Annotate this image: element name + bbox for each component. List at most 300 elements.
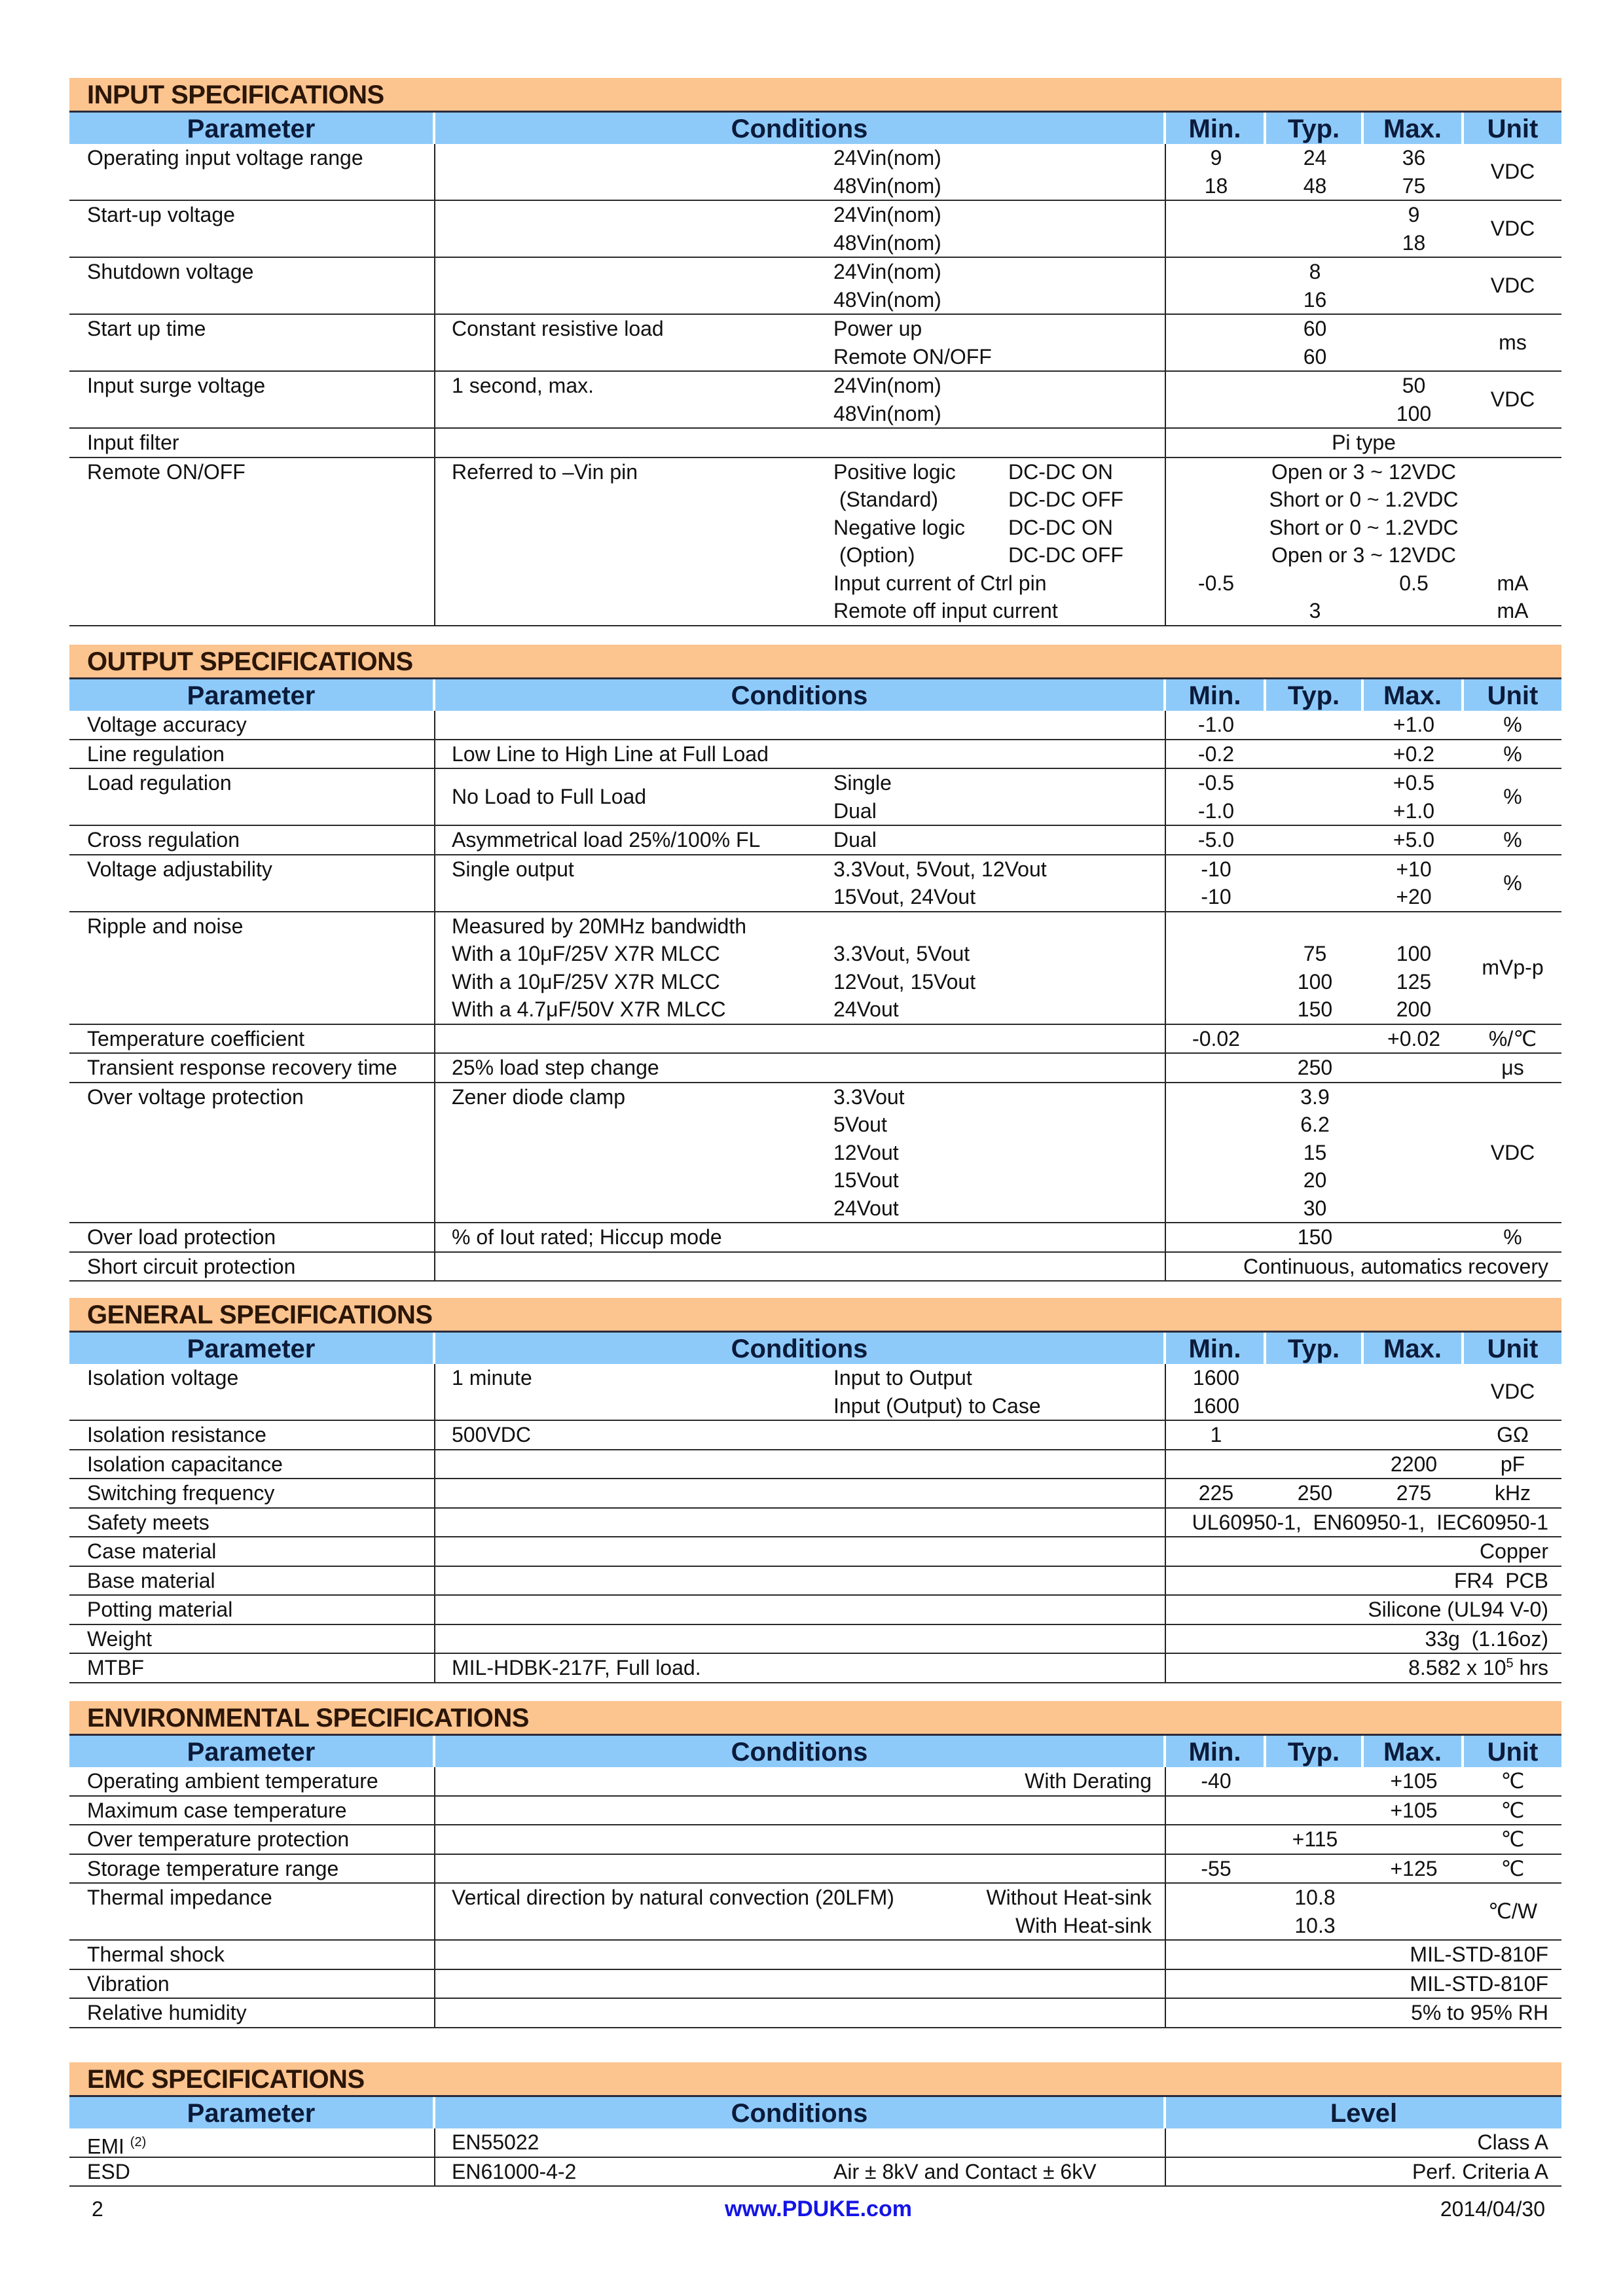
typ-value: 10.8 [1294,1886,1336,1909]
min-value [1166,372,1266,400]
unit-value: pF [1500,1452,1525,1476]
condition-line: Single output [452,857,574,881]
unit-value: mA [1497,599,1529,622]
condition-primary [452,1364,532,1392]
parameter-cell [69,1537,435,1566]
table-row [69,1625,1561,1655]
values-cell [1166,1970,1561,1998]
max-value: 2200 [1390,1452,1438,1476]
parameter-name: Operating ambient temperature [87,1769,378,1793]
typ-value [1266,400,1364,428]
typ-value: 150 [1297,997,1333,1021]
page-footer [92,2193,1545,2225]
value-text: Open or 3 ~ 12VDC [1271,543,1456,567]
table-row [69,2128,1561,2158]
parameter-name: Start-up voltage [87,203,235,226]
table-row [69,315,1561,372]
conditions-cell [435,1509,1166,1537]
spec-section [69,1701,1561,2028]
conditions-cell [435,1941,1166,1969]
conditions-cell [435,258,1166,314]
condition-mode: (Option) [833,543,915,567]
condition-state: DC-DC OFF [1008,488,1123,511]
conditions-cell [435,855,1166,911]
typ-value: 48 [1303,173,1327,198]
min-value: -40 [1201,1769,1231,1793]
spanning-value [1166,1596,1561,1624]
condition-secondary [986,1884,1152,1939]
parameter-cell [69,1223,435,1251]
condition-line: 24Vin(nom) [833,374,941,397]
condition-secondary [833,201,941,257]
condition-mode: Negative logic [833,515,965,539]
conditions-cell [435,1999,1166,2027]
value-suffix: hrs [1513,1656,1548,1679]
spanning-value [1166,2128,1561,2157]
typ-value: 60 [1303,317,1327,340]
spanning-value [1166,486,1561,514]
min-value: 1600 [1192,1393,1240,1418]
parameter-cell [69,1825,435,1854]
typ-value: 6.2 [1300,1113,1330,1136]
header-conditions: Conditions [435,2097,1166,2128]
conditions-cell [435,1479,1166,1507]
min-value: 1 [1210,1423,1222,1446]
table-row [69,1450,1561,1480]
condition-line: Low Line to High Line at Full Load [452,742,769,766]
values-cell [1166,912,1561,1024]
condition-primary [452,2158,576,2186]
spec-section [69,645,1561,1282]
typ-value [1266,1025,1364,1053]
table-row [69,429,1561,458]
table-row [69,1054,1561,1083]
parameter-cell [69,1450,435,1479]
condition-secondary [833,1364,1041,1420]
parameter-cell [69,1509,435,1537]
header-min: Min. [1166,113,1266,144]
max-value: +0.02 [1387,1026,1440,1050]
values-cell [1166,1625,1561,1653]
min-value [1166,1166,1266,1194]
condition-secondary [833,2158,1097,2186]
condition-line [833,912,976,941]
value-text: Copper [1480,1539,1548,1563]
condition-primary [452,1421,531,1449]
conditions-cell [435,769,1166,825]
header-max: Max. [1364,1333,1464,1364]
max-value [1364,1392,1464,1420]
max-value: +105 [1390,1798,1438,1822]
min-value: 9 [1210,146,1222,170]
table-row [69,1825,1561,1855]
values-cell [1166,1025,1561,1053]
condition-primary [452,372,594,400]
unit-value: ℃ [1501,1827,1525,1851]
unit-value: ℃ [1501,1856,1525,1880]
unit-value: ms [1499,331,1527,355]
table-row [69,458,1561,626]
values-cell [1166,1855,1561,1883]
unit-value: % [1503,870,1522,895]
values-cell [1166,826,1561,854]
table-row [69,855,1561,912]
spec-section [69,2062,1561,2187]
condition-primary [452,458,638,486]
value-text: FR4 PCB [1453,1568,1548,1592]
header-conditions: Conditions [435,1736,1166,1767]
header-conditions: Conditions [435,113,1166,144]
unit-value: μs [1501,1056,1524,1079]
values-cell [1166,1509,1561,1537]
parameter-cell [69,1797,435,1825]
min-value [1166,1223,1266,1251]
header-parameter: Parameter [69,1333,435,1364]
parameter-cell [69,144,435,200]
condition-secondary [833,258,941,314]
parameter-name: Cross regulation [87,828,240,852]
value-text: UL60950-1, EN60950-1, IEC60950-1 [1192,1510,1548,1534]
unit-value: ℃/W [1487,1899,1538,1924]
condition-primary [452,855,574,884]
max-value: +105 [1390,1769,1438,1793]
parameter-name: Safety meets [87,1510,210,1534]
table-row [69,1855,1561,1884]
typ-value [1266,229,1364,257]
max-value [1364,1884,1464,1912]
values-cell [1166,429,1561,457]
section-title: GENERAL SPECIFICATIONS [69,1298,1561,1331]
max-value: +0.2 [1393,742,1435,766]
document-date: 2014/04/30 [1440,2197,1545,2221]
parameter-cell [69,1364,435,1420]
min-value [1166,400,1266,428]
condition-line: 3.3Vout, 5Vout, 12Vout [833,857,1047,881]
table-header [69,1734,1561,1767]
value-text: Silicone (UL94 V-0) [1368,1598,1548,1621]
min-value [1166,597,1266,625]
min-value [1166,1797,1266,1825]
condition-line: Measured by 20MHz bandwidth [452,914,747,938]
parameter-name: Remote ON/OFF [87,459,246,484]
parameter-name: Voltage accuracy [87,713,247,736]
value-text: MIL-STD-810F [1410,1971,1548,1996]
conditions-cell [435,1767,1166,1795]
values-cell [1166,1596,1561,1624]
values-cell [1166,1450,1561,1479]
condition-line: Input current of Ctrl pin [833,571,1047,595]
parameter-cell [69,1479,435,1507]
min-value: 225 [1198,1481,1234,1505]
header-unit: Unit [1464,1333,1561,1364]
typ-value [1266,711,1364,739]
header-min: Min. [1166,1736,1266,1767]
unit-value: kHz [1494,1481,1531,1505]
unit-value: % [1503,713,1522,736]
values-cell [1166,1223,1561,1251]
header-parameter: Parameter [69,1736,435,1767]
spanning-value [1166,1567,1561,1595]
values-cell [1166,201,1561,257]
conditions-cell [435,458,1166,625]
max-value: 275 [1396,1481,1432,1505]
parameter-name: Transient response recovery time [87,1056,397,1079]
typ-value: 150 [1297,1225,1333,1249]
conditions-cell [435,1223,1166,1251]
parameter-cell [69,769,435,825]
max-value: 125 [1396,969,1432,994]
value-text: Pi type [1332,431,1396,454]
condition-secondary [833,458,1123,625]
parameter-name: Line regulation [87,742,225,766]
value-text: Perf. Criteria A [1412,2159,1548,2183]
value-text: Short or 0 ~ 1.2VDC [1269,515,1459,539]
min-value [1166,996,1266,1024]
values-cell [1166,740,1561,768]
spanning-value [1166,429,1561,457]
parameter-name: Thermal impedance [87,1886,272,1909]
condition-primary [452,1884,894,1912]
section-title: ENVIRONMENTAL SPECIFICATIONS [69,1701,1561,1734]
condition-line: 24Vin(nom) [833,146,941,170]
header-min: Min. [1166,679,1266,711]
typ-value: +115 [1292,1827,1338,1851]
parameter-name: Weight [87,1626,153,1651]
parameter-cell [69,1421,435,1449]
min-value [1166,912,1266,941]
table-row [69,1941,1561,1970]
values-cell [1166,315,1561,370]
conditions-cell [435,1537,1166,1566]
header-conditions: Conditions [435,1333,1166,1364]
typ-value [1266,201,1364,229]
typ-value: 60 [1303,344,1327,368]
condition-primary [452,1223,722,1251]
typ-value: 75 [1303,942,1327,965]
typ-value: 24 [1303,146,1327,170]
unit-value: % [1503,785,1522,809]
table-row [69,1025,1561,1054]
unit-value: ℃ [1501,1769,1525,1793]
conditions-cell [435,1970,1166,1998]
value-text: Continuous, automatics recovery [1243,1254,1548,1278]
min-value: -1.0 [1197,713,1235,736]
spanning-value [1166,1941,1561,1969]
condition-primary [452,1083,625,1111]
conditions-cell [435,1364,1166,1420]
parameter-cell [69,1083,435,1223]
max-value [1364,597,1464,625]
max-value [1364,1825,1464,1854]
conditions-cell [435,201,1166,257]
parameter-name: Maximum case temperature [87,1798,347,1822]
header-conditions: Conditions [435,679,1166,711]
parameter-name: Temperature coefficient [87,1026,305,1050]
table-row [69,1567,1561,1596]
value-text: 33g (1.16oz) [1425,1626,1548,1651]
values-cell [1166,1567,1561,1595]
table-row [69,144,1561,201]
unit-value: ℃ [1501,1798,1525,1822]
min-value [1166,1450,1266,1479]
header-max: Max. [1364,1736,1464,1767]
table-row [69,740,1561,770]
min-value [1166,968,1266,996]
typ-value [1266,1797,1364,1825]
conditions-cell [435,1654,1166,1682]
unit-value: VDC [1490,160,1535,184]
parameter-cell [69,1025,435,1053]
conditions-cell [435,826,1166,854]
min-value: 1600 [1192,1366,1240,1390]
typ-value: 15 [1303,1140,1327,1164]
table-row [69,1223,1561,1253]
unit-value: % [1503,742,1522,766]
table-header [69,2095,1561,2128]
typ-value [1266,1450,1364,1479]
condition-state: DC-DC ON [1008,515,1113,539]
typ-value [1266,912,1364,941]
condition-line: 12Vout, 15Vout [833,969,976,994]
condition-line: 24Vin(nom) [833,260,941,283]
conditions-cell [435,1596,1166,1624]
condition-state: DC-DC ON [1008,459,1113,484]
max-value: 100 [1396,401,1432,425]
unit-value: VDC [1490,274,1535,298]
unit-value: % [1503,828,1522,852]
typ-value: 250 [1297,1481,1333,1505]
max-value [1364,1364,1464,1392]
values-cell [1166,1083,1561,1223]
value-text: Short or 0 ~ 1.2VDC [1269,488,1459,511]
typ-value: 10.3 [1294,1913,1336,1937]
condition-line: 500VDC [452,1423,531,1446]
parameter-name: Start up time [87,317,206,340]
min-value [1166,940,1266,968]
condition-primary [452,826,760,854]
value-text: Class A [1477,2130,1548,2154]
website-link[interactable]: www.PDUKE.com [725,2197,912,2221]
condition-line: With a 10μF/25V X7R MLCC [452,942,720,965]
condition-line: With Heat-sink [1015,1913,1152,1937]
parameter-name: Ripple and noise [87,914,244,938]
min-value: -0.5 [1197,571,1235,595]
min-value: -55 [1201,1856,1231,1880]
max-value [1364,343,1464,371]
header-max: Max. [1364,679,1464,711]
condition-line: % of Iout rated; Hiccup mode [452,1225,722,1249]
condition-line: Asymmetrical load 25%/100% FL [452,828,761,852]
typ-value: 16 [1303,287,1327,312]
max-value [1364,1111,1464,1139]
table-header [69,677,1561,711]
header-unit: Unit [1464,1736,1561,1767]
spec-section [69,78,1561,626]
exponent: 5 [1506,1656,1514,1671]
condition-line: Input to Output [833,1366,972,1390]
condition-line: Input (Output) to Case [833,1393,1041,1418]
footnote-ref: (2) [130,2135,147,2149]
max-value [1364,1194,1464,1223]
parameter-cell [69,258,435,314]
parameter-cell [69,1253,435,1281]
max-value: +5.0 [1393,828,1435,852]
max-value [1364,286,1464,314]
condition-secondary [1025,1767,1152,1795]
condition-state: DC-DC OFF [1008,543,1123,567]
parameter-name: Operating input voltage range [87,146,363,170]
typ-value [1266,569,1364,598]
min-value: -0.5 [1197,771,1235,795]
conditions-cell [435,912,1166,1024]
typ-value: 20 [1303,1168,1327,1192]
condition-line: 1 minute [452,1366,532,1390]
parameter-cell [69,740,435,768]
table-row [69,1509,1561,1538]
header-typ: Typ. [1266,113,1364,144]
parameter-name: Short circuit protection [87,1254,296,1278]
conditions-cell [435,2158,1166,2186]
typ-value: 8 [1309,260,1321,283]
values-cell [1166,1054,1561,1082]
min-value [1166,229,1266,257]
condition-line: 3.3Vout [833,1085,905,1109]
max-value: 9 [1408,203,1420,226]
parameter-name: Storage temperature range [87,1856,339,1880]
condition-line: 24Vout [833,1196,899,1220]
unit-value: GΩ [1497,1423,1529,1446]
max-value: +20 [1396,885,1432,908]
min-value [1166,343,1266,371]
condition-line: Air ± 8kV and Contact ± 6kV [833,2159,1097,2183]
conditions-cell [435,740,1166,768]
header-unit: Unit [1464,113,1561,144]
parameter-name: EMI [87,2134,124,2159]
unit-value: VDC [1490,387,1535,412]
typ-value [1266,740,1364,768]
unit-value: VDC [1490,1140,1535,1164]
typ-value: 30 [1303,1196,1327,1220]
values-cell [1166,1884,1561,1939]
table-row [69,1537,1561,1567]
condition-line: EN61000-4-2 [452,2159,577,2183]
condition-line [833,458,1113,486]
condition-primary [452,912,746,1024]
typ-value [1266,1421,1364,1449]
section-title: EMC SPECIFICATIONS [69,2062,1561,2095]
conditions-cell [435,1025,1166,1053]
max-value: 100 [1396,942,1432,965]
values-cell [1166,2158,1561,2186]
parameter-name: Load regulation [87,771,232,795]
typ-value: 3 [1309,599,1321,622]
conditions-cell [435,1450,1166,1479]
parameter-cell [69,372,435,427]
typ-value [1266,769,1364,797]
min-value [1166,1825,1266,1854]
parameter-cell [69,1941,435,1969]
spanning-value [1166,458,1561,486]
max-value [1364,1054,1464,1082]
values-cell [1166,1999,1561,2027]
spanning-value [1166,1970,1561,1998]
spanning-value [1166,514,1561,542]
conditions-cell [435,1855,1166,1883]
min-value [1166,1912,1266,1940]
min-value [1166,1111,1266,1139]
header-parameter: Parameter [69,2097,435,2128]
parameter-cell [69,1625,435,1653]
